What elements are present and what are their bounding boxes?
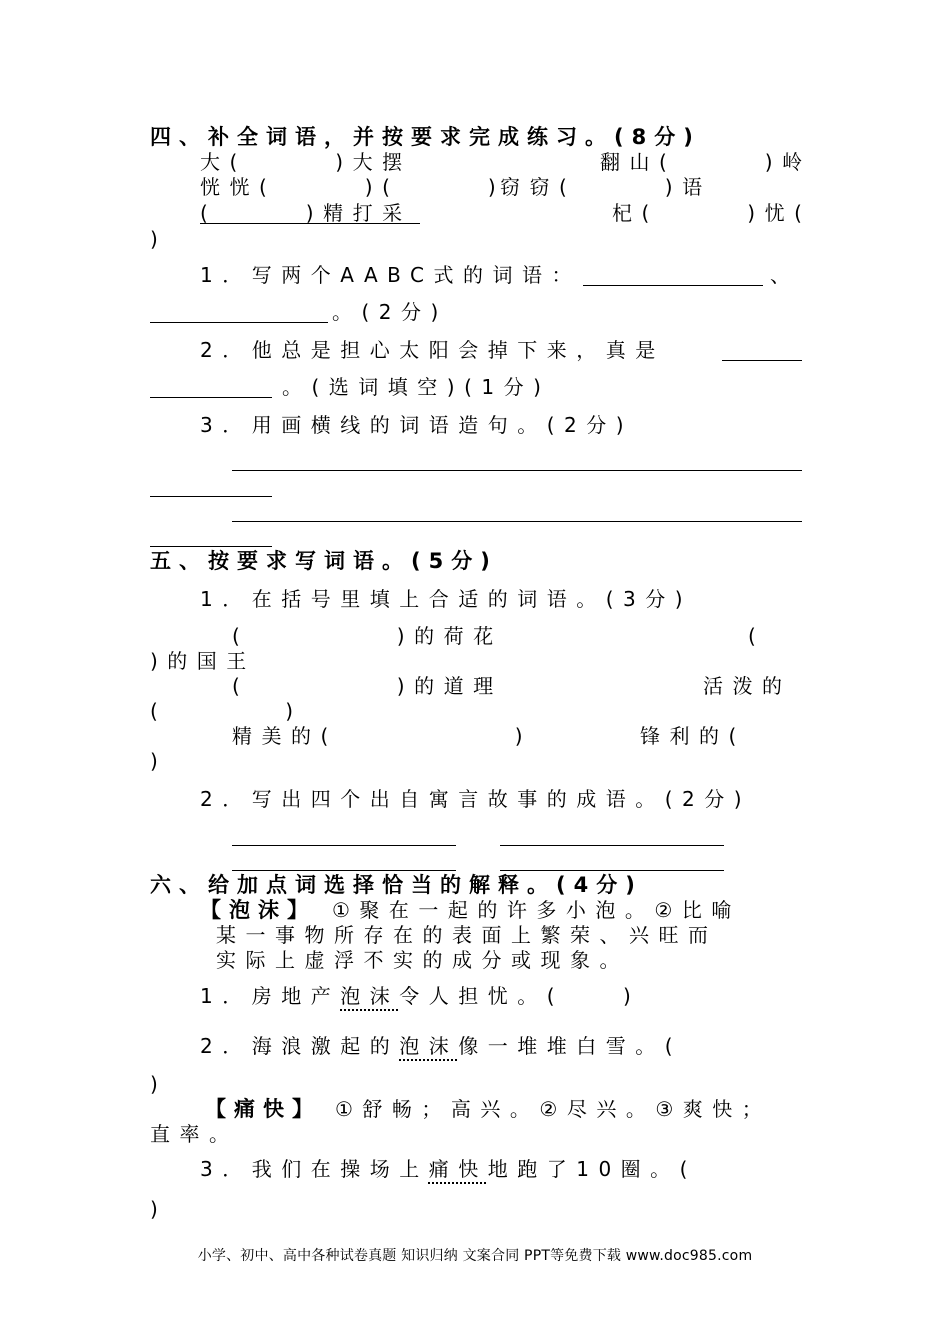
s5-r1b: ( (748, 624, 766, 648)
answer-blank[interactable] (500, 870, 724, 871)
s6-q3-close: ) (150, 1197, 168, 1221)
def2-line2: 直率。 (150, 1122, 239, 1146)
def1-line2: 某一事物所存在的表面上繁荣、兴旺而 (216, 923, 718, 947)
answer-line[interactable] (150, 546, 272, 547)
section5-title: 五、按要求写词语。(5分) (150, 549, 498, 573)
answer-line[interactable] (232, 521, 802, 522)
def2-line1: ①舒畅；高兴。②尽兴。③爽快； (335, 1097, 772, 1121)
s5-r4: ( ) (150, 699, 303, 723)
answer-blank[interactable] (583, 285, 763, 286)
s6-q3 (200, 1156, 852, 1182)
s4-row3-right: 杞( )忧( (612, 201, 812, 225)
s4-q2: 2．他总是担心太阳会掉下来，真是 (200, 338, 665, 362)
s5-r5b: 锋利的( (640, 724, 746, 748)
answer-line[interactable] (232, 470, 802, 471)
footer-text: 小学、初中、高中各种试卷真题 知识归纳 文案合同 PPT等免费下载 www.doc985.com (197, 1248, 753, 1264)
s5-q1: 1．在括号里填上合适的词语。(3分) (200, 587, 693, 611)
s5-r3b: 活泼的 (703, 674, 792, 698)
underline-jingdacai (200, 223, 420, 224)
emphasized-word (340, 984, 399, 1008)
s6-q1-word: 泡沫 (340, 984, 400, 1008)
answer-blank[interactable] (232, 870, 456, 871)
s5-r6: ) (150, 749, 168, 773)
s4-row4: ) (150, 227, 168, 251)
s6-q1-pre: 1．房地产 (200, 984, 341, 1008)
def1-line1: ①聚在一起的许多小泡。②比喻 (332, 898, 741, 922)
s6-q3-word: 痛快 (428, 1157, 488, 1181)
s6-q2-word: 泡沫 (399, 1034, 459, 1058)
s6-q2 (200, 1033, 852, 1059)
s6-q2-close: ) (150, 1072, 168, 1096)
s6-q2-post: 像一堆堆白雪。( (458, 1034, 683, 1058)
s4-q1-end: 。(2分) (332, 300, 448, 324)
s4-q3: 3．用画横线的词语造句。(2分) (200, 413, 634, 437)
s4-q1-sep: 、 (770, 263, 800, 287)
s5-r1a: ( )的荷花 (232, 624, 503, 648)
s6-q3-pre: 3．我们在操场上 (200, 1157, 429, 1181)
section6-title: 六、给加点词选择恰当的解释。(4分) (150, 873, 643, 897)
s4-row1-left: 大( )大摆 (200, 150, 412, 174)
s6-q2-pre: 2．海浪激起的 (200, 1034, 400, 1058)
answer-blank[interactable] (150, 397, 272, 398)
s6-q1 (200, 983, 852, 1009)
answer-blank[interactable] (150, 322, 328, 323)
s5-r5a: 精美的( ) (232, 724, 533, 748)
s4-row1-right: 翻山( )岭 (600, 150, 812, 174)
s4-q1: 1．写两个AABC式的词语： (200, 263, 581, 287)
def1-line3: 实际上虚浮不实的成分或现象。 (216, 948, 629, 972)
answer-blank[interactable] (500, 845, 724, 846)
s4-row2-left: 恍恍( )( ) (200, 175, 506, 199)
answer-blank[interactable] (232, 845, 456, 846)
s5-r3a: ( )的道理 (232, 674, 503, 698)
s6-q1-post: 令人担忧。( ) (399, 984, 641, 1008)
s5-r2: )的国王 (150, 649, 256, 673)
s4-q2-end: 。(选词填空)(1分) (282, 375, 551, 399)
answer-blank[interactable] (722, 360, 802, 361)
s4-row2-right: 窃窃( )语 (500, 175, 712, 199)
section4-title: 四、补全词语，并按要求完成练习。(8分) (150, 125, 701, 149)
answer-line[interactable] (150, 496, 272, 497)
s4-row3-left: ( )精打采 (200, 201, 412, 225)
s6-q3-post: 地跑了10圈。( (487, 1157, 697, 1181)
def1-head: 【泡沫】 (200, 898, 316, 922)
def2-head: 【痛快】 (205, 1097, 321, 1121)
s5-q2: 2．写出四个出自寓言故事的成语。(2分) (200, 787, 752, 811)
